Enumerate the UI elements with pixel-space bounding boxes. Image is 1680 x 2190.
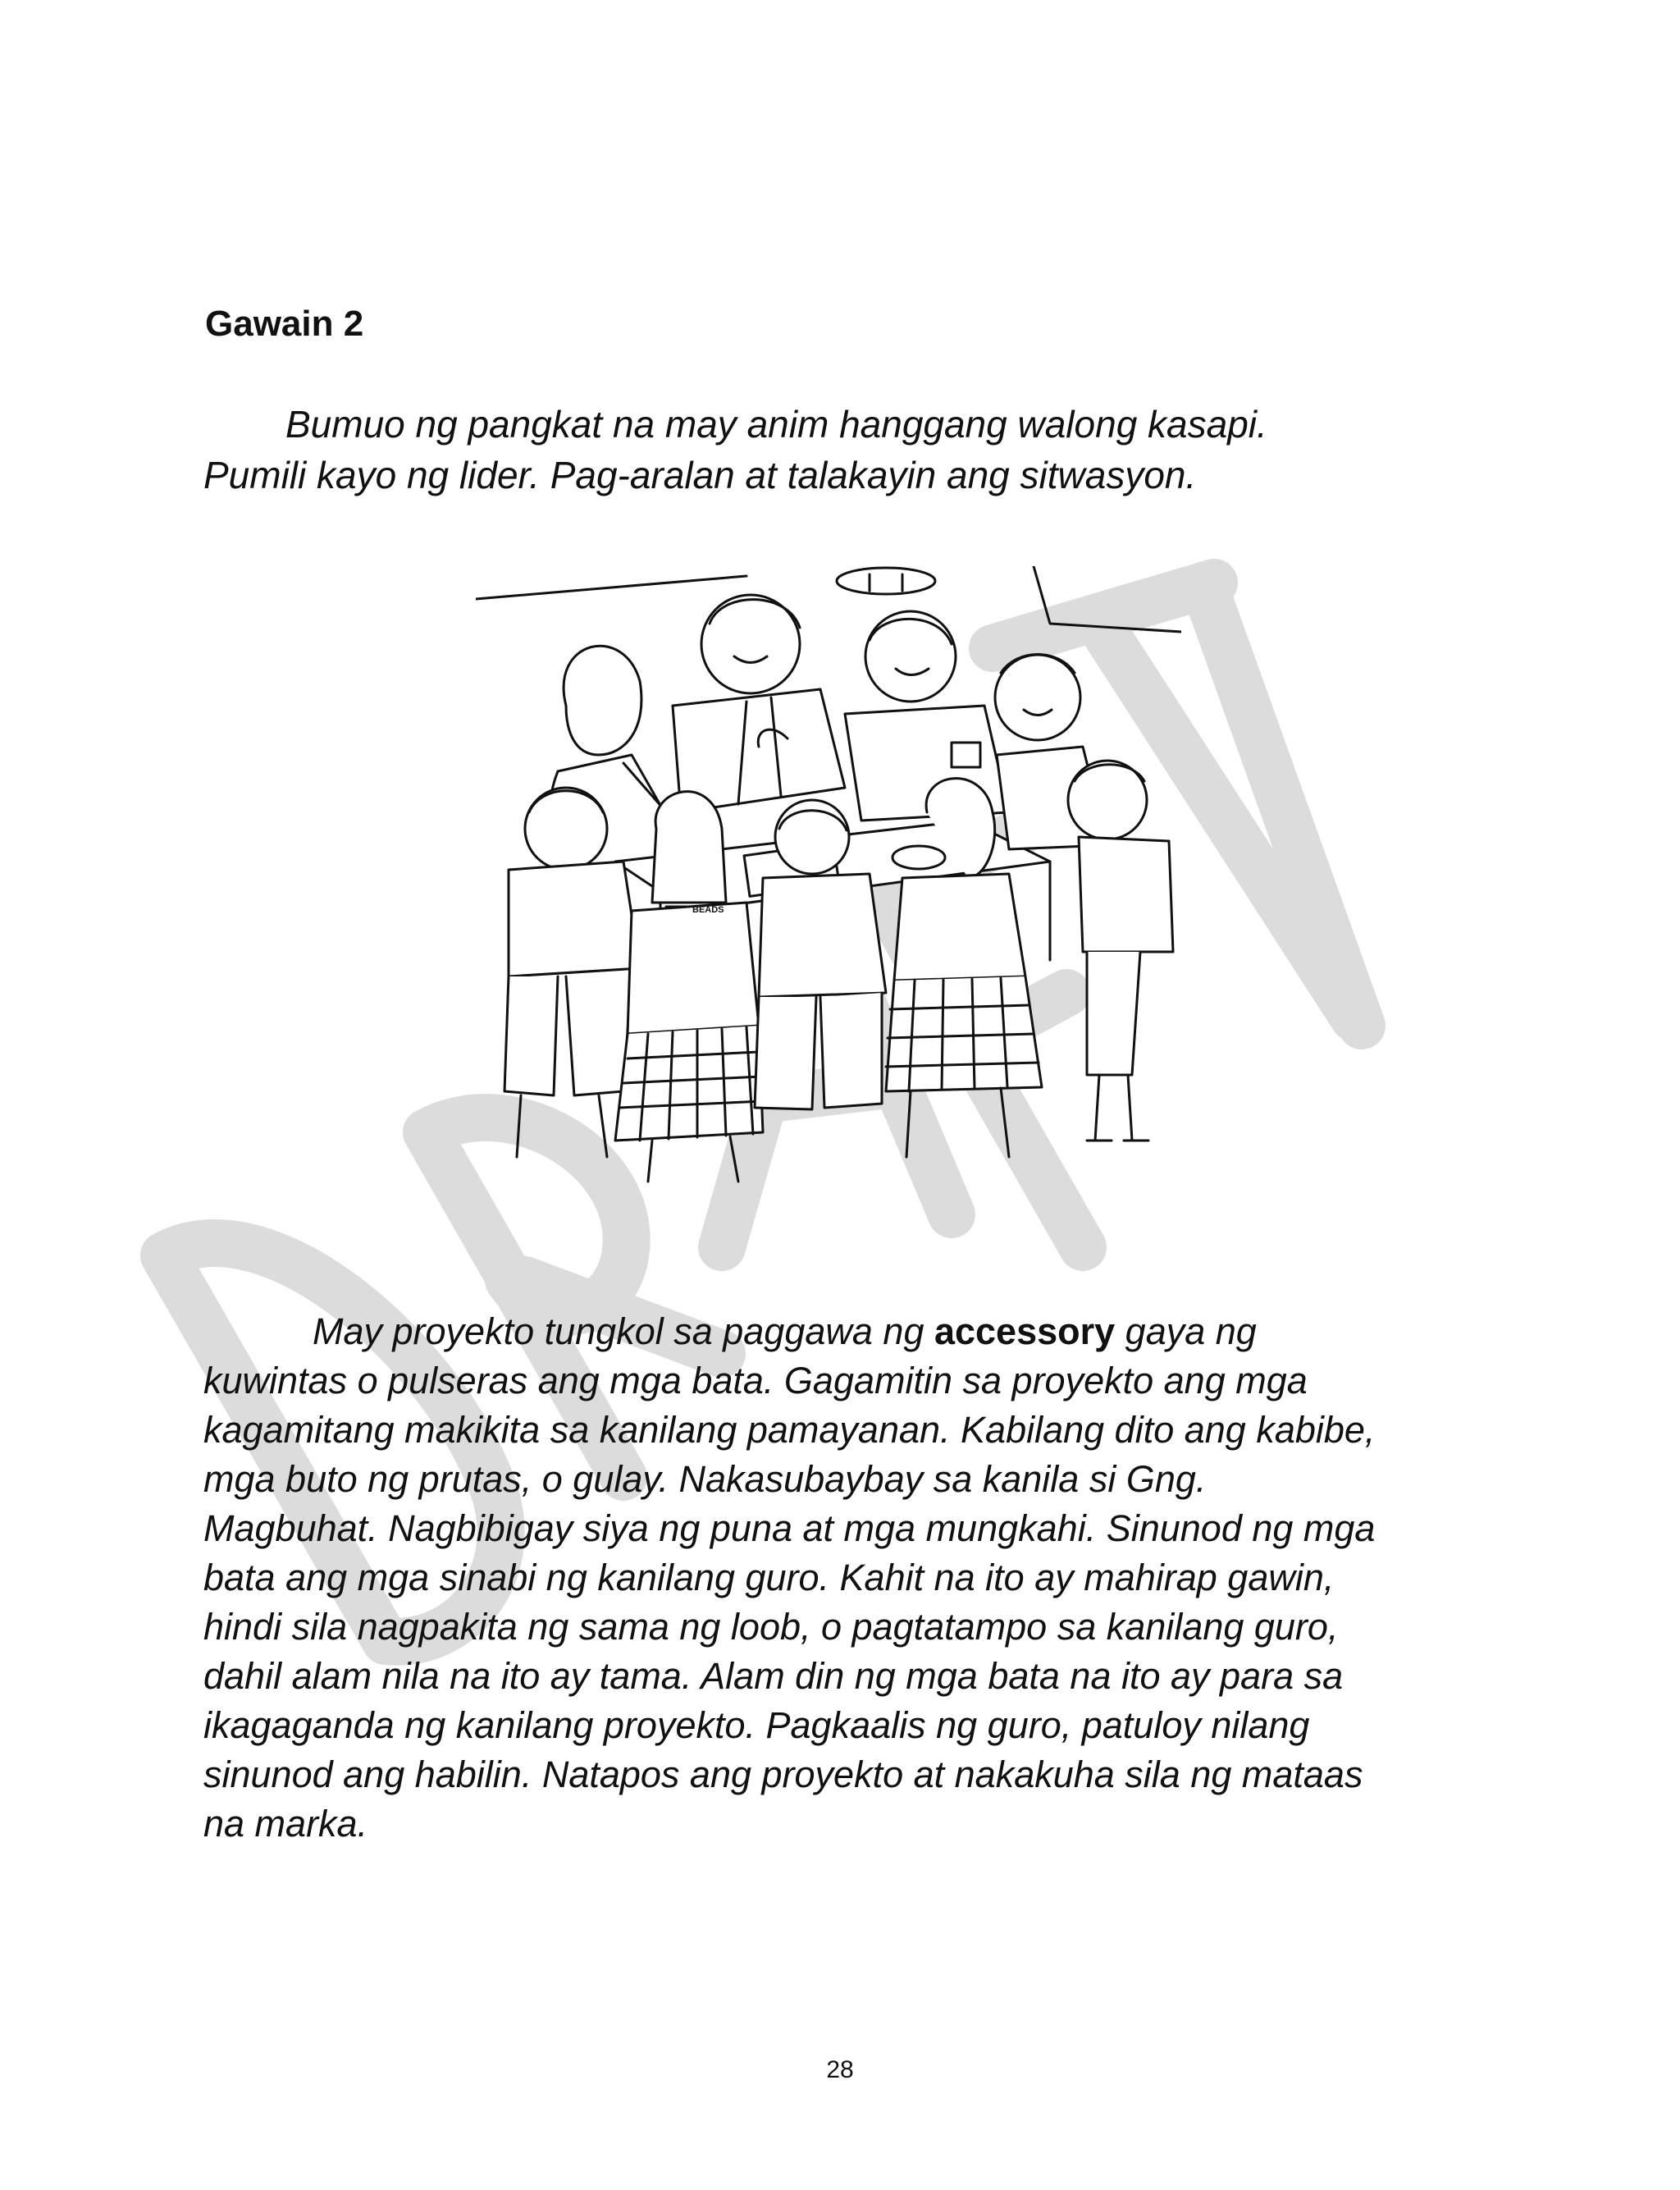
beads-box-label: BEADS [692, 905, 724, 915]
intro-instructions: Bumuo ng pangkat na may anim hanggang walong kasapi. Pumili kayo ng lider. Pag-aralan at talakayin ang sitwasyon. [203, 403, 1267, 496]
story-body: gaya ng kuwintas o pulseras ang mga bata. Gagamitin sa proyekto ang mga kagamitang makikita sa kanilang pamayanan. Kabilang dito ang kabibe, mga buto ng prutas, o gulay. Nakasubaybay sa kanila si Gng. Magbuhat. Nagbibigay siya ng puna at mga mungkahi. Sinunod ng mga bata ang mga sinabi ng kanilang guro. Kahit na ito ay mahirap gawin, hindi sila nagpakita ng sama ng loob, o pagtatampo sa kanilang guro, dahil alam nila na ito ay tama. Alam din ng mga bata na ito ay para sa ikagaganda ng kanilang proyekto. Pagkaalis ng guro, patuloy nilang sinunod ang habilin. Natapos ang proyekto at nakakuha sila ng mataas na marka. [203, 1310, 1376, 1845]
story-lead: May proyekto tungkol sa paggawa ng [313, 1310, 934, 1352]
page-number: 28 [826, 2056, 854, 2083]
story-highlight-word: accessory [934, 1310, 1116, 1352]
activity-heading: Gawain 2 [205, 304, 364, 344]
story-paragraph [203, 1307, 1376, 1849]
children-group-illustration [476, 566, 1181, 1190]
